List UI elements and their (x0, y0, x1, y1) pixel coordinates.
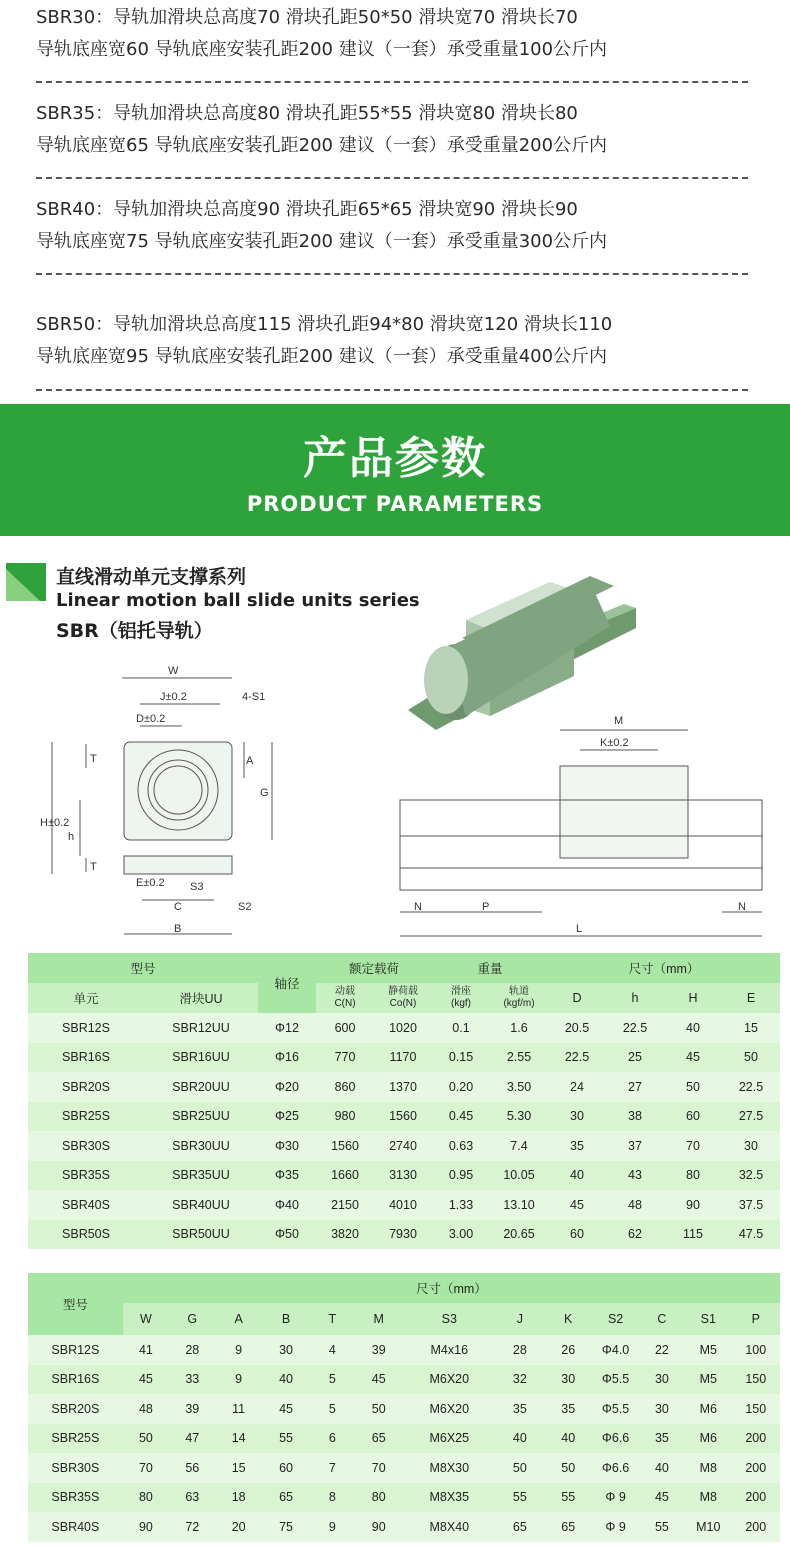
table-cell: 10.05 (503, 1168, 535, 1183)
table-row (28, 1072, 780, 1102)
table-row (28, 1043, 780, 1073)
spec-line: 导轨底座宽65 导轨底座安装孔距200 建议（一套）承受重量200公斤内 (36, 135, 608, 156)
table-cell: 65 (279, 1490, 293, 1505)
table-header: W (123, 1303, 169, 1335)
table-cell: 0.45 (448, 1109, 474, 1124)
dim-label: 4-S1 (242, 691, 266, 703)
table-cell: Φ30 (275, 1138, 299, 1153)
table-cell: 45 (279, 1401, 293, 1416)
table-cell: 62 (628, 1227, 642, 1242)
table-cell: 65 (561, 1519, 576, 1534)
table-cell: SBR25S (51, 1431, 100, 1446)
table-cell: 22 (654, 1342, 669, 1357)
spec-line: SBR30：导轨加滑块总高度70 滑块孔距50*50 滑块宽70 滑块长70 (36, 7, 578, 28)
table-row (28, 1424, 780, 1454)
table-row (28, 1190, 780, 1220)
table-cell: SBR35S (51, 1490, 100, 1505)
table-cell: 50 (371, 1401, 386, 1416)
spec-line: 导轨底座宽95 导轨底座安装孔距200 建议（一套）承受重量400公斤内 (36, 346, 608, 367)
table-cell: SBR30S (62, 1138, 110, 1153)
spec-line: SBR50：导轨加滑块总高度115 滑块孔距94*80 滑块宽120 滑块长110 (36, 314, 613, 335)
table-cell: SBR16UU (172, 1050, 230, 1065)
table-cell: 15 (744, 1020, 758, 1035)
table-header: P (731, 1303, 780, 1335)
table-cell: Φ20 (275, 1079, 299, 1094)
table-cell: 56 (185, 1460, 200, 1475)
spec-line: SBR35：导轨加滑块总高度80 滑块孔距55*55 滑块宽80 滑块长80 (36, 103, 578, 124)
table-cell: 100 (745, 1342, 767, 1357)
table-cell: 45 (686, 1050, 700, 1065)
table-header: h (606, 983, 664, 1013)
table-header: S2 (592, 1303, 638, 1335)
table-cell: SBR20S (62, 1079, 110, 1094)
table-cell: 70 (371, 1460, 386, 1475)
table-cell: 7.4 (510, 1138, 528, 1153)
table-cell: 28 (512, 1342, 527, 1357)
side-drawing (392, 708, 772, 940)
dim-label: B (174, 923, 182, 935)
table-cell: 0.20 (448, 1079, 474, 1094)
table-cell: 80 (686, 1168, 700, 1183)
table-cell: 75 (279, 1519, 293, 1534)
table-cell: 200 (745, 1490, 767, 1505)
table-cell: 55 (654, 1519, 669, 1534)
table-header: A (215, 1303, 261, 1335)
table-cell: 18 (231, 1490, 246, 1505)
table-cell: 60 (686, 1109, 700, 1124)
table-cell: 0.95 (448, 1168, 474, 1183)
table-header-unit: (kgf/m) (503, 998, 535, 1009)
table-cell: 5.30 (506, 1109, 532, 1124)
table-cell: 40 (686, 1020, 700, 1035)
dim-label: S3 (190, 881, 204, 893)
dim-label: J±0.2 (160, 691, 187, 703)
table-cell: 55 (279, 1431, 293, 1446)
table-cell: M6X25 (429, 1431, 470, 1446)
table-cell: Φ 9 (605, 1490, 626, 1505)
table-row (28, 1453, 780, 1483)
table-cell: 41 (138, 1342, 153, 1357)
table-cell: 860 (334, 1079, 356, 1094)
table-cell: 3820 (331, 1227, 359, 1242)
table-cell: 50 (138, 1431, 153, 1446)
table-cell: 32 (512, 1372, 527, 1387)
table-cell: SBR25S (62, 1109, 110, 1124)
table-header: B (262, 1303, 310, 1335)
table-row (28, 1365, 780, 1395)
table-header: 型号 (28, 1273, 123, 1335)
divider (36, 389, 748, 391)
table-header: 滑座 (451, 986, 471, 997)
table-cell: Φ4.0 (601, 1342, 630, 1357)
table-cell: SBR25UU (172, 1109, 230, 1124)
table-cell: 47 (185, 1431, 200, 1446)
table-cell: M8X30 (429, 1460, 470, 1475)
series-title-en: Linear motion ball slide units series (56, 590, 420, 611)
table-cell: 5 (328, 1372, 336, 1387)
table-cell: 32.5 (738, 1168, 764, 1183)
table-header: M (355, 1303, 403, 1335)
table-cell: 55 (561, 1490, 576, 1505)
table-cell: 45 (371, 1372, 386, 1387)
table-cell: 35 (654, 1431, 669, 1446)
table-cell: SBR16S (51, 1372, 100, 1387)
dim-label: P (482, 901, 490, 913)
table-row (28, 1483, 780, 1513)
table-header-unit: (kgf) (451, 998, 471, 1009)
table-cell: 50 (686, 1079, 700, 1094)
table-cell: 47.5 (738, 1227, 764, 1242)
table-cell: SBR30S (51, 1460, 100, 1475)
table-cell: 90 (138, 1519, 153, 1534)
table-cell: 1370 (389, 1079, 417, 1094)
table-cell: SBR40UU (172, 1197, 230, 1212)
table-cell: 50 (744, 1050, 758, 1065)
table-cell: 39 (371, 1342, 386, 1357)
table-cell: 65 (512, 1519, 527, 1534)
table-cell: 37.5 (738, 1197, 764, 1212)
divider (36, 273, 748, 275)
table-cell: 9 (235, 1342, 243, 1357)
table-header: 动载 (335, 986, 355, 997)
table-cell: 20.65 (503, 1227, 535, 1242)
table-cell: Φ25 (275, 1109, 299, 1124)
table-cell: 8 (328, 1490, 336, 1505)
table-cell: 13.10 (503, 1197, 535, 1212)
table-header: T (310, 1303, 354, 1335)
table-cell: 14 (231, 1431, 246, 1446)
table-cell: 72 (185, 1519, 200, 1534)
table-header: 尺寸（mm） (123, 1273, 780, 1303)
table-cell: M5 (699, 1372, 717, 1387)
section-banner (0, 404, 790, 536)
table-cell: 50 (512, 1460, 527, 1475)
table-cell: 33 (185, 1372, 200, 1387)
table-cell: 80 (371, 1490, 386, 1505)
table-cell: 65 (371, 1431, 386, 1446)
table-row (28, 1220, 780, 1250)
table-header: E (722, 983, 780, 1013)
table-cell: 80 (138, 1490, 153, 1505)
table-cell: SBR40S (62, 1197, 110, 1212)
table-header-unit: Co(N) (389, 998, 417, 1009)
table-cell: 22.5 (564, 1050, 590, 1065)
table-cell: Φ5.5 (601, 1372, 630, 1387)
table-cell: 9 (235, 1372, 243, 1387)
table-cell: SBR20S (51, 1401, 100, 1416)
table-cell: 0.15 (448, 1050, 474, 1065)
table-cell: 40 (570, 1168, 584, 1183)
table-cell: 35 (570, 1138, 584, 1153)
table-cell: 11 (232, 1401, 246, 1416)
dim-label: L (576, 923, 583, 935)
table-cell: 3130 (389, 1168, 417, 1183)
table-cell: M6X20 (429, 1372, 470, 1387)
table-cell: M6 (699, 1431, 717, 1446)
dim-label: W (168, 665, 179, 677)
dim-label: C (174, 901, 182, 913)
table-cell: M4x16 (430, 1342, 469, 1357)
table-cell: 1.33 (448, 1197, 474, 1212)
table-cell: 40 (561, 1431, 576, 1446)
table-cell: 37 (628, 1138, 642, 1153)
table-cell: 600 (334, 1020, 356, 1035)
dim-label: S2 (238, 901, 252, 913)
dim-label: N (738, 901, 746, 913)
banner-title: 产品参数 (303, 433, 487, 484)
table-row (28, 1394, 780, 1424)
dim-label: N (414, 901, 422, 913)
dim-label: A (246, 755, 254, 767)
table-cell: 27 (628, 1079, 642, 1094)
table-cell: 30 (654, 1372, 669, 1387)
table-row (28, 1102, 780, 1132)
table-header: G (169, 1303, 215, 1335)
table-cell: 150 (745, 1401, 767, 1416)
dim-label: T (90, 753, 97, 765)
table-cell: 2740 (389, 1138, 417, 1153)
table-cell: 30 (561, 1372, 576, 1387)
table-cell: 2.55 (506, 1050, 532, 1065)
table-cell: M8X35 (429, 1490, 470, 1505)
spec-line: SBR40：导轨加滑块总高度90 滑块孔距65*65 滑块宽90 滑块长90 (36, 199, 578, 220)
table-cell: 770 (334, 1050, 356, 1065)
table-header: S3 (403, 1303, 496, 1335)
table-cell: M6X20 (429, 1401, 470, 1416)
table-cell: 48 (628, 1197, 642, 1212)
dim-label: H±0.2 (40, 817, 70, 829)
table-cell: 20.5 (564, 1020, 590, 1035)
table-cell: 24 (570, 1079, 584, 1094)
table-cell: Φ40 (275, 1197, 299, 1212)
table-cell: Φ6.6 (601, 1460, 630, 1475)
table-cell: 1.6 (510, 1020, 528, 1035)
table-cell: 45 (570, 1197, 584, 1212)
table-cell: 90 (686, 1197, 700, 1212)
table-header-row (28, 1303, 780, 1335)
front-drawing (32, 660, 302, 945)
table-header: J (496, 1303, 544, 1335)
table-cell: M6 (699, 1401, 717, 1416)
table-cell: 63 (185, 1490, 200, 1505)
table-cell: 35 (512, 1401, 527, 1416)
table-cell: 4010 (389, 1197, 417, 1212)
table-header: 额定载荷 (316, 953, 432, 983)
table-cell: 200 (745, 1519, 767, 1534)
table-cell: M8 (699, 1490, 717, 1505)
table-cell: 40 (654, 1460, 669, 1475)
table-cell: Φ16 (275, 1050, 299, 1065)
table-header: 重量 (432, 953, 548, 983)
spec-line: 导轨底座宽75 导轨底座安装孔距200 建议（一套）承受重量300公斤内 (36, 231, 608, 252)
table-cell: 39 (185, 1401, 200, 1416)
table-cell: 150 (745, 1372, 767, 1387)
dim-label: D±0.2 (136, 713, 166, 725)
table-cell: 3.50 (506, 1079, 532, 1094)
dim-label: G (260, 787, 269, 799)
table-cell: 7 (328, 1460, 336, 1475)
table-cell: 7930 (389, 1227, 417, 1242)
table-cell: 28 (185, 1342, 200, 1357)
dim-label: M (614, 715, 624, 727)
series-title-cn: 直线滑动单元支撑系列 (56, 566, 247, 588)
table-cell: Φ50 (275, 1227, 299, 1242)
dim-label: K±0.2 (600, 737, 629, 749)
table-cell: SBR12UU (172, 1020, 230, 1035)
spec-table-2 (28, 1273, 780, 1542)
table-cell: M8X40 (429, 1519, 470, 1534)
table-cell: 60 (279, 1460, 293, 1475)
dim-label: E±0.2 (136, 877, 165, 889)
table-cell: M10 (696, 1519, 721, 1534)
divider (36, 81, 748, 83)
table-body (28, 1335, 780, 1542)
table-cell: 70 (686, 1138, 700, 1153)
table-cell: 30 (744, 1138, 758, 1153)
table-header: D (548, 983, 606, 1013)
table-cell: SBR50UU (172, 1227, 230, 1242)
table-cell: SBR12S (62, 1020, 110, 1035)
table-header: 尺寸（mm） (548, 953, 780, 983)
table-row (28, 1131, 780, 1161)
spec-line: 导轨底座宽60 导轨底座安装孔距200 建议（一套）承受重量100公斤内 (36, 39, 608, 60)
table-row (28, 1013, 780, 1043)
table-cell: 55 (512, 1490, 527, 1505)
table-cell: Φ 9 (605, 1519, 626, 1534)
table-cell: 70 (138, 1460, 153, 1475)
table-cell: 3.00 (448, 1227, 474, 1242)
table-cell: 1020 (389, 1020, 417, 1035)
table-cell: 4 (328, 1342, 336, 1357)
table-cell: SBR40S (51, 1519, 100, 1534)
table-cell: 30 (654, 1401, 669, 1416)
table-cell: 38 (628, 1109, 642, 1124)
table-cell: 1660 (331, 1168, 359, 1183)
table-cell: 9 (328, 1519, 336, 1534)
table-cell: 1560 (389, 1109, 417, 1124)
table-cell: SBR35UU (172, 1168, 230, 1183)
table-cell: SBR35S (62, 1168, 110, 1183)
table-cell: 1170 (389, 1050, 417, 1065)
table-cell: 22.5 (622, 1020, 648, 1035)
dim-label: h (68, 831, 75, 843)
divider (36, 177, 748, 179)
dim-label: T (90, 861, 97, 873)
table-cell: 2150 (331, 1197, 359, 1212)
table-header: H (664, 983, 722, 1013)
table-header: 轨道 (509, 986, 529, 997)
table-cell: 0.1 (452, 1020, 470, 1035)
table-cell: 25 (628, 1050, 642, 1065)
table-cell: 1560 (331, 1138, 359, 1153)
table-header: 轴径 (258, 953, 316, 1013)
table-cell: 90 (371, 1519, 386, 1534)
table-header: 滑块UU (144, 983, 258, 1013)
table-cell: Φ6.6 (601, 1431, 630, 1446)
table-cell: 26 (561, 1342, 576, 1357)
table-row (28, 1512, 780, 1542)
table-row (28, 1161, 780, 1191)
table-cell: 22.5 (738, 1079, 764, 1094)
table-header: K (544, 1303, 592, 1335)
table-cell: SBR20UU (172, 1079, 230, 1094)
table-cell: 27.5 (738, 1109, 764, 1124)
table-cell: 0.63 (448, 1138, 474, 1153)
table-cell: 20 (231, 1519, 246, 1534)
table-cell: 5 (328, 1401, 336, 1416)
table-cell: 200 (745, 1460, 767, 1475)
table-cell: 35 (561, 1401, 576, 1416)
table-cell: M5 (699, 1342, 717, 1357)
series-model: SBR（铝托导轨） (56, 620, 213, 642)
table-cell: Φ35 (275, 1168, 299, 1183)
table-header: S1 (685, 1303, 731, 1335)
table-cell: 50 (561, 1460, 576, 1475)
table-cell: Φ5.5 (601, 1401, 630, 1416)
table-cell: 200 (745, 1431, 767, 1446)
table-body (28, 1013, 780, 1249)
table-cell: 45 (138, 1372, 153, 1387)
series-logo-icon (6, 563, 48, 603)
table-cell: 60 (570, 1227, 584, 1242)
table-cell: SBR50S (62, 1227, 110, 1242)
table-cell: 43 (628, 1168, 642, 1183)
table-cell: SBR30UU (172, 1138, 230, 1153)
table-header: 静荷载 (388, 986, 418, 997)
table-cell: 30 (570, 1109, 584, 1124)
spec-table-1 (28, 953, 780, 1249)
table-cell: 980 (334, 1109, 356, 1124)
table-header: 型号 (28, 953, 258, 983)
table-cell: 115 (683, 1227, 703, 1242)
table-cell: SBR12S (51, 1342, 100, 1357)
table-cell: 45 (654, 1490, 669, 1505)
table-cell: 48 (138, 1401, 153, 1416)
table-cell: Φ12 (275, 1020, 299, 1035)
table-cell: M8 (699, 1460, 717, 1475)
table-cell: SBR16S (62, 1050, 110, 1065)
table-cell: 15 (231, 1460, 246, 1475)
table-header: C (639, 1303, 685, 1335)
table-header: 单元 (28, 983, 144, 1013)
table-header-unit: C(N) (334, 998, 356, 1009)
table-row (28, 1335, 780, 1365)
banner-subtitle: PRODUCT PARAMETERS (246, 492, 544, 516)
table-cell: 40 (512, 1431, 527, 1446)
table-cell: 40 (279, 1372, 293, 1387)
table-cell: 30 (279, 1342, 293, 1357)
table-cell: 6 (328, 1431, 336, 1446)
